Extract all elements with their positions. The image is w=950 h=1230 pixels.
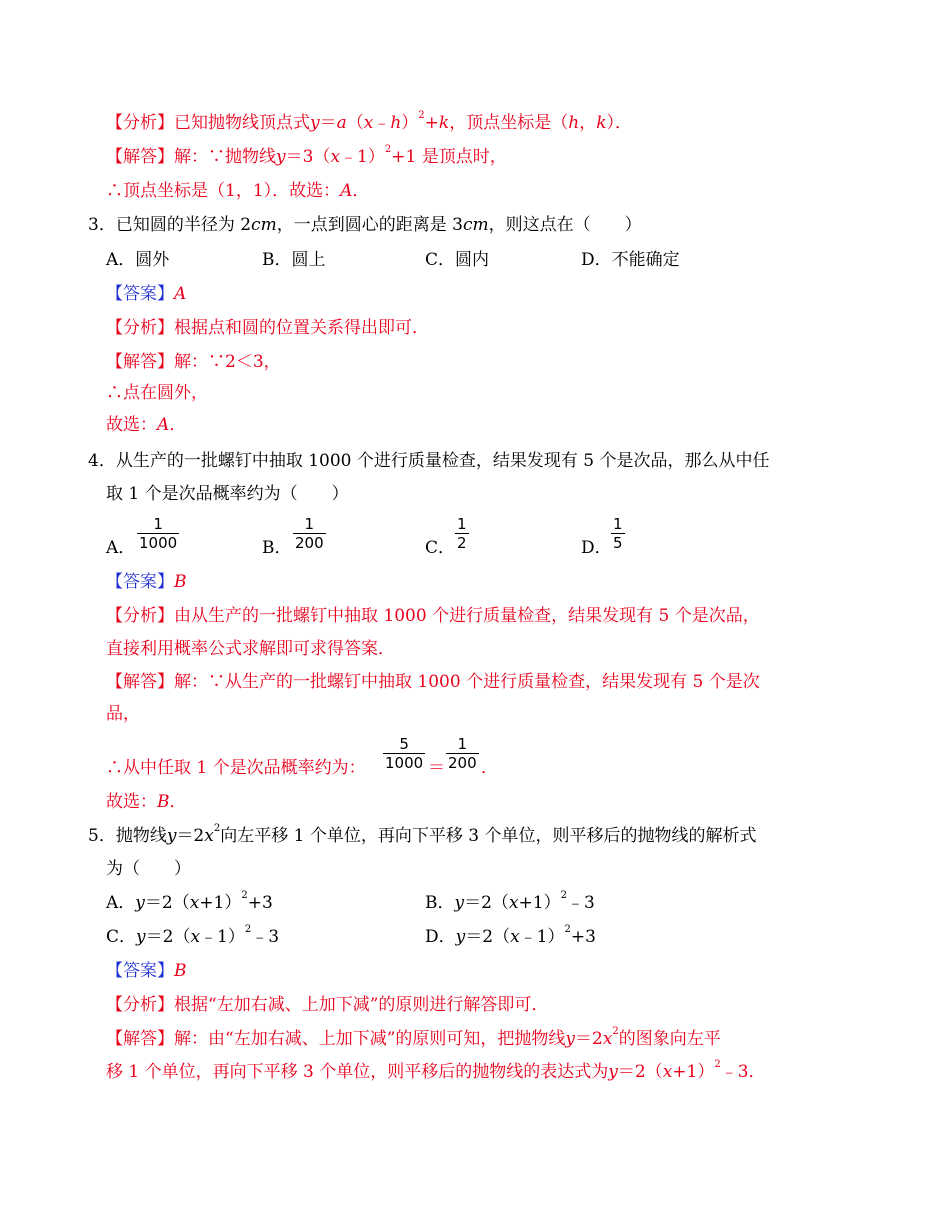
q4-therefore-end: ． — [481, 758, 498, 778]
q4-stem-line1: 4．从生产的一批螺钉中抽取 1000 个进行质量检查，结果发现有 5 个是次品，那么从中任 — [88, 451, 770, 471]
q3-solution: 【解答】解：∵2＜3， — [106, 352, 281, 372]
q5-solution-line2: 移 1 个单位，再向下平移 3 个单位，则平移后的抛物线的表达式为$y=2(x+1)^2﹣3$． — [106, 1059, 766, 1082]
answer-value: B — [174, 572, 187, 592]
solution-label: 【解答】 — [106, 147, 174, 167]
q5-solution-line1: 【解答】解：由“左加右减、上加下减”的原则可知，把抛物线$y=2x^2$的图象向左平 — [106, 1026, 721, 1049]
q5-option-d[interactable]: D．y＝2（x﹣1）$^2$+3 — [425, 924, 596, 947]
q4-solution-line1: 【解答】解：∵从生产的一批螺钉中抽取 1000 个进行质量检查，结果发现有 5 个是次 — [106, 672, 760, 692]
answer-label: 【答案】 — [106, 572, 174, 592]
prev-analysis-line: 【分析】已知抛物线顶点式y＝a（x﹣h）$^2$+k，顶点坐标是（h，k）． — [106, 110, 632, 133]
q3-stem: 3．已知圆的半径为 2cm，一点到圆心的距离是 3cm，则这点在（ ） — [88, 215, 642, 235]
q5-stem-line1: 5．抛物线$y=2x^2$向左平移 1 个单位，再向下平移 3 个单位，则平移后的抛物线的解析式 — [88, 823, 757, 846]
q4-analysis-line2: 直接利用概率公式求解即可求得答案． — [106, 639, 395, 659]
q5-stem-line2: 为（ ） — [106, 859, 191, 879]
q3-option-a[interactable]: A．圆外 — [106, 250, 170, 270]
fraction: 1 2 — [457, 515, 467, 552]
answer-label: 【答案】 — [106, 961, 174, 981]
answer-value: B — [174, 961, 187, 981]
q3-solution-line2: ∴点在圆外， — [106, 383, 208, 403]
q5-answer — [106, 960, 187, 982]
answer-value: A — [174, 284, 187, 304]
q4-solution-line2: 品， — [106, 704, 140, 724]
q3-answer — [106, 283, 186, 305]
prev-solution-line: 【解答】解：∵抛物线y＝3（x﹣1）$^2$+1 是顶点时， — [106, 144, 507, 167]
q4-therefore-text: ∴从中任取 1 个是次品概率约为： — [106, 758, 366, 778]
q3-select: 故选：A． — [106, 415, 187, 435]
q3-option-b[interactable]: B．圆上 — [262, 250, 326, 270]
q3-option-c[interactable]: C．圆内 — [425, 250, 490, 270]
fraction: 1 1000 — [139, 515, 178, 552]
q4-stem-line2: 取 1 个是次品概率约为（ ） — [106, 484, 349, 504]
q4-analysis-line1: 【分析】由从生产的一批螺钉中抽取 1000 个进行质量检查，结果发现有 5 个是次品， — [106, 606, 760, 626]
q5-option-c[interactable]: C．y＝2（x﹣1）$^2$﹣3 — [106, 924, 280, 947]
fraction: 1 200 — [295, 515, 324, 552]
q5-option-a[interactable]: A．$y=2(x+1)^2+3$ — [106, 890, 273, 913]
q4-fraction-5-1000: 5 1000 — [385, 735, 424, 772]
q3-analysis: 【分析】根据点和圆的位置关系得出即可． — [106, 318, 429, 338]
q5-option-b[interactable]: B．$y=2(x+1)^2﹣3$ — [425, 890, 595, 913]
q4-select: 故选：B． — [106, 792, 187, 812]
q4-fraction-1-200: 1 200 — [448, 735, 477, 772]
q3-option-d[interactable]: D．不能确定 — [581, 250, 680, 270]
q5-analysis: 【分析】根据“左加右减、上加下减”的原则进行解答即可． — [106, 995, 549, 1015]
prev-therefore-line: ∴顶点坐标是（1，1）．故选：A． — [106, 181, 370, 201]
q4-equals: ＝ — [428, 758, 445, 778]
fraction: 1 5 — [613, 515, 623, 552]
analysis-label: 【分析】 — [106, 113, 174, 133]
q4-answer — [106, 571, 187, 593]
answer-label: 【答案】 — [106, 284, 174, 304]
